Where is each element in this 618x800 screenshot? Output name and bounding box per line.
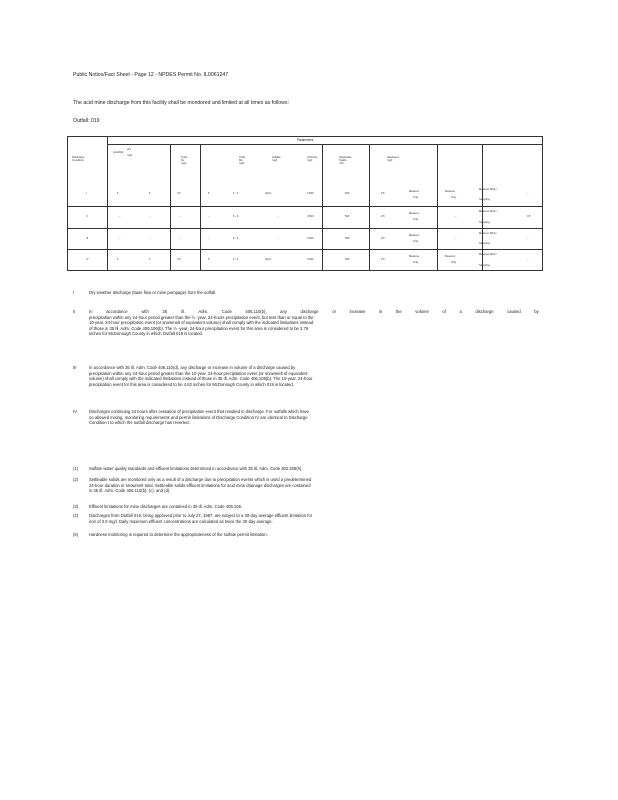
column-divider <box>437 144 438 271</box>
table-cell: 6 - 9 <box>233 237 239 240</box>
table-cell: Measure <box>409 234 420 237</box>
row-divider <box>67 249 543 250</box>
table-cell: Only <box>413 196 419 199</box>
table-cell: 5 <box>208 192 210 195</box>
row-condition: III <box>86 237 89 240</box>
row-condition: IV <box>86 258 89 261</box>
table-cell: Only <box>451 261 457 264</box>
table-cell: Sampling <box>479 264 490 267</box>
table-cell: 3,500 <box>307 215 314 218</box>
table-cell: Sampling <box>479 242 490 245</box>
column-divider <box>482 144 483 271</box>
table-cell: – <box>179 237 181 240</box>
table-cell: 6 <box>117 258 119 261</box>
condition-note-ii: II In accordance with 35 Ill. Adm. Code 406.110(b), any discharge or increase in the volume of a discharge caused by precipitation within any 24-hour period greater than the ½ -year, 24-hours precipitation event, but less than or equal to the 10-year, 24-hour precipitation event (or snowmelt of equivalent volume) shall comply with the indicated limitations instead of those in 35 Ill. Adm. Code 406.106(b). The ½ -year, 24-hour precipitation event for this area is considered to be 2.76 inches for McDonough County in which Outfall 019 is located. <box>73 309 539 337</box>
table-cell: 0.5 <box>381 192 385 195</box>
col-header-mn: Total Mn mg/l <box>239 155 245 166</box>
table-cell: 3,500 <box>307 192 314 195</box>
row-divider <box>67 206 543 207</box>
condition-column-divider <box>107 136 108 271</box>
col-header-fe: Total Fe mg/l <box>181 155 187 166</box>
col-header-condition: Discharge Condition <box>72 155 85 163</box>
column-divider <box>170 144 171 271</box>
table-cell: (2)(4) <box>265 192 272 195</box>
table-cell: 3.5 <box>177 192 181 195</box>
table-cell: 6 - 9 <box>233 258 239 261</box>
table-cell: 500 <box>345 215 350 218</box>
page-header: Public Notice/Fact Sheet - Page 12 - NPDES Permit No. IL0061247 <box>73 72 229 78</box>
table-cell: – <box>179 215 181 218</box>
parameters-divider <box>107 144 543 145</box>
table-cell: 6 - 9 <box>233 215 239 218</box>
table-cell: Measure <box>409 212 420 215</box>
col-header-hardness: Hardness mg/l <box>387 155 399 163</box>
table-cell: Measure <box>445 190 456 193</box>
table-border-right <box>542 136 543 271</box>
table-cell: 6 - 9 <box>233 192 239 195</box>
table-cell: – <box>527 237 529 240</box>
table-cell: 0.5 <box>381 237 385 240</box>
table-cell: Measure When <box>479 188 497 191</box>
table-cell: 0.5 <box>527 215 531 218</box>
table-cell: Only <box>413 261 419 264</box>
table-cell: Only <box>451 196 457 199</box>
table-cell: – <box>119 237 121 240</box>
col-header-ph: pH Acid/Alk mg/l <box>113 147 133 158</box>
table-cell: – <box>149 237 151 240</box>
column-divider <box>200 144 201 271</box>
intro-text: The acid mine discharge from this facility shall be monitored and limited at all times as follows: <box>73 100 289 106</box>
table-cell: – <box>277 215 279 218</box>
table-cell: 5 <box>208 258 210 261</box>
table-cell: – <box>527 192 529 195</box>
table-cell: – <box>455 215 457 218</box>
table-cell: – <box>149 215 151 218</box>
justified-line: In accordance with 35 Ill. Adm. Code 406.110(b), any discharge or increase in the volume of a discharge caused by <box>89 309 539 314</box>
table-cell: – <box>119 215 121 218</box>
column-divider <box>322 144 323 271</box>
table-cell: Sampling <box>479 198 490 201</box>
table-cell: Sampling <box>479 221 490 224</box>
table-cell: (2)(4) <box>265 258 272 261</box>
parameters-title: Parameters <box>296 138 314 142</box>
table-cell: Measure When <box>479 210 497 213</box>
outfall-label: Outfall: 019 <box>73 118 100 124</box>
table-cell: – <box>208 237 210 240</box>
column-divider <box>369 144 370 271</box>
col-header-chloride: Chloride mg/l <box>307 155 318 163</box>
limits-table <box>67 136 543 271</box>
col-header-sulfate: Sulfate mg/l <box>272 155 281 163</box>
table-cell: 500 <box>345 237 350 240</box>
table-cell: Only <box>413 240 419 243</box>
table-cell: 3,500 <box>307 237 314 240</box>
table-cell: – <box>455 237 457 240</box>
row-condition: II <box>86 215 88 218</box>
table-cell: 500 <box>345 258 350 261</box>
table-cell: 5 <box>149 192 151 195</box>
table-border-top <box>67 136 543 137</box>
table-cell: Measure <box>445 255 456 258</box>
row-divider <box>67 228 543 229</box>
table-cell: – <box>208 215 210 218</box>
table-cell: 6 <box>117 192 119 195</box>
table-cell: Only <box>413 218 419 221</box>
table-cell: 500 <box>345 192 350 195</box>
table-cell: – <box>277 237 279 240</box>
col-header-settleable: Settleable Solids ml/l <box>339 155 352 166</box>
table-border-bottom <box>67 270 543 271</box>
table-cell: Measure When <box>479 232 497 235</box>
table-cell: 0.5 <box>381 258 385 261</box>
table-cell: Measure <box>409 190 420 193</box>
table-cell: 3,500 <box>307 258 314 261</box>
table-border-left <box>67 136 68 271</box>
table-cell: 0.5 <box>381 215 385 218</box>
table-cell: 3.5 <box>177 258 181 261</box>
row-condition: I <box>86 192 87 195</box>
table-cell: 5 <box>149 258 151 261</box>
table-cell: Measure When <box>479 253 497 256</box>
table-cell: Measure <box>409 255 420 258</box>
table-cell: – <box>527 258 529 261</box>
